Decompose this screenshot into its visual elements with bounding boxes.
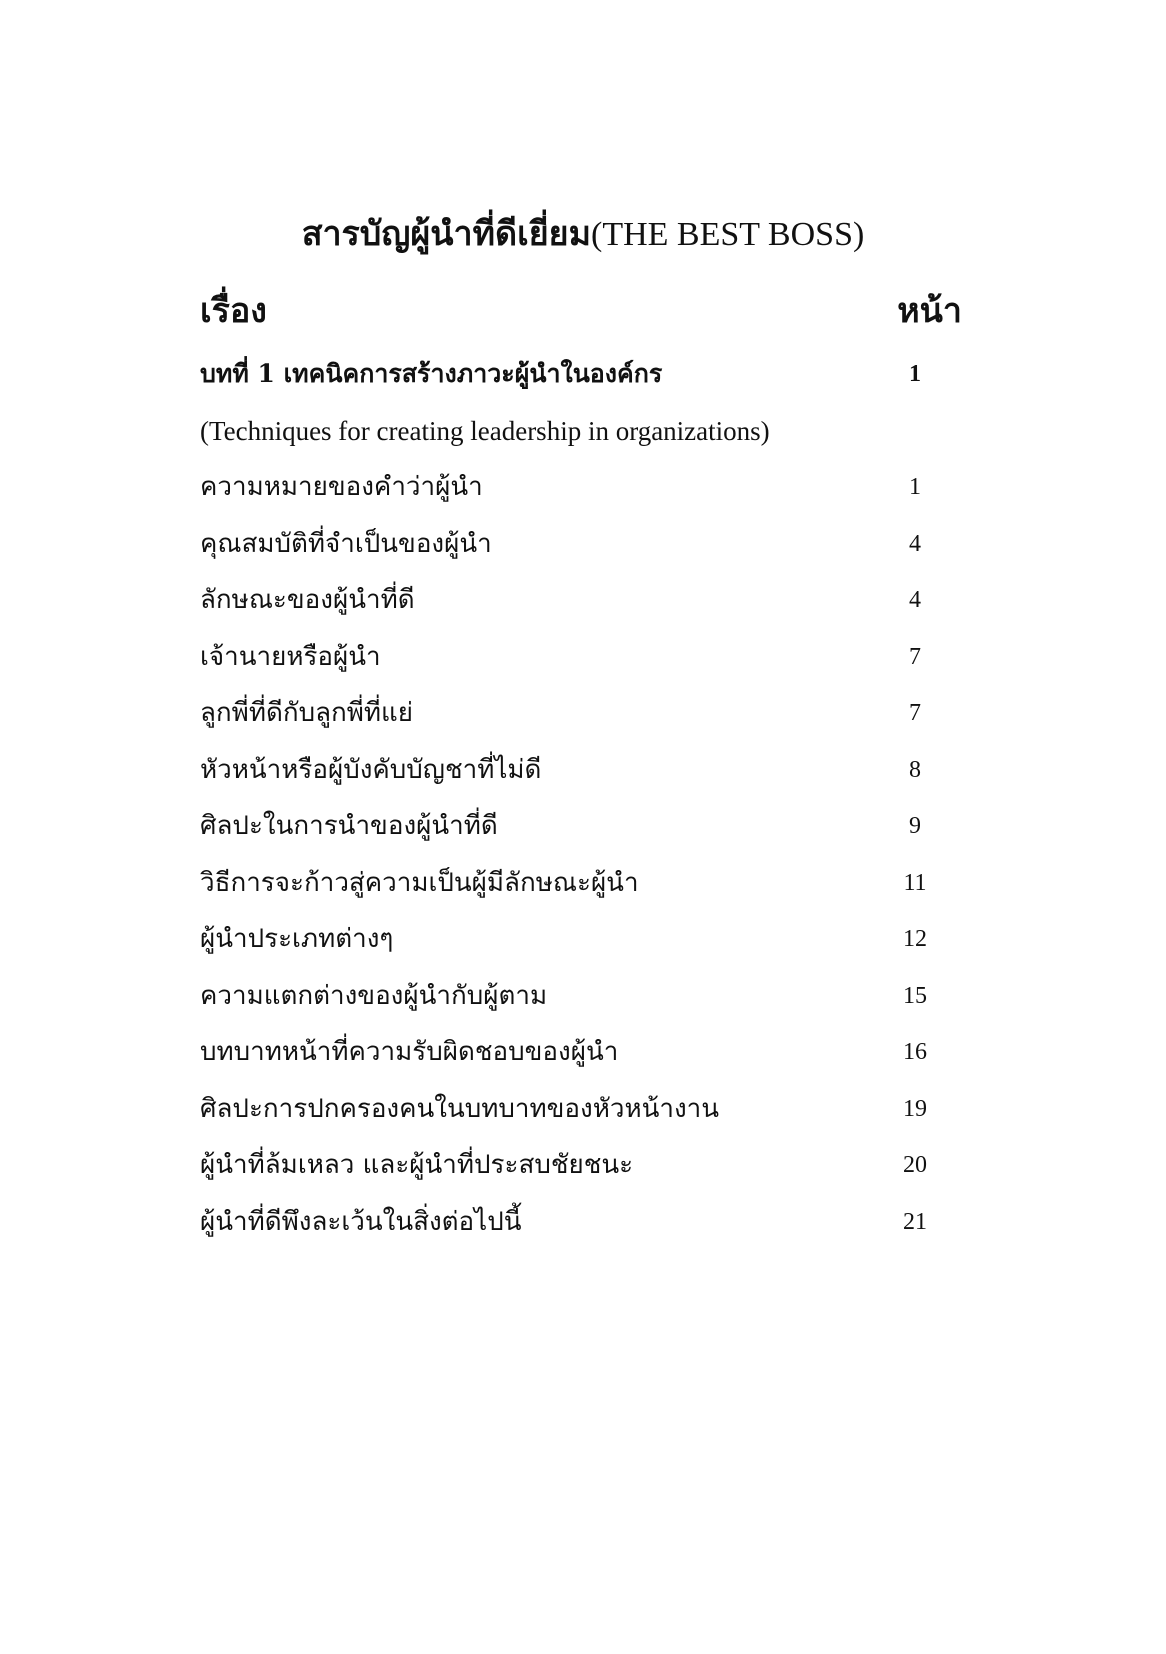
toc-entry: [200, 855, 962, 912]
toc-entry-page: 8: [909, 756, 921, 783]
toc-entry-page: 19: [903, 1095, 927, 1122]
toc-entry-label: คุณสมบัติที่จำเป็นของผู้นำ: [200, 528, 492, 559]
toc-entry-label: เจ้านายหรือผู้นำ: [200, 641, 381, 672]
toc-entry-label: บทบาทหน้าที่ความรับผิดชอบของผู้นำ: [200, 1037, 619, 1067]
toc-entry: [200, 911, 962, 968]
toc-entry-page: 11: [903, 869, 927, 896]
toc-entry-page: 1: [909, 474, 921, 500]
title-english: (THE BEST BOSS): [591, 216, 865, 253]
toc-entry-page: 21: [903, 1208, 927, 1235]
toc-chapter-row: [200, 346, 962, 403]
toc-entry-page: 9: [909, 813, 921, 839]
toc-entry-page: 16: [903, 1039, 927, 1065]
toc-entry: [200, 968, 962, 1025]
page-column-label: หน้า: [897, 291, 962, 331]
toc-entry-label: ลูกพี่ที่ดีกับลูกพี่ที่แย่: [200, 698, 414, 728]
toc-entry-page: 7: [909, 643, 921, 670]
toc-entry: [200, 798, 962, 855]
chapter-page-number: 1: [909, 361, 921, 387]
toc-entry-label: ความหมายของคำว่าผู้นำ: [200, 472, 483, 502]
toc-entry: [200, 459, 962, 516]
toc-entry-page: 15: [903, 982, 927, 1009]
toc-entry: [200, 742, 962, 799]
toc-entry-label: ศิลปะการปกครองคนในบทบาทของหัวหน้างาน: [200, 1093, 720, 1124]
page-title: [0, 212, 1166, 257]
toc-entry-label: ลักษณะของผู้นำที่ดี: [200, 585, 415, 615]
toc-chapter-subtitle-row: [200, 403, 962, 460]
toc-entry: [200, 516, 962, 573]
toc-entry-label: ผู้นำที่ล้มเหลว และผู้นำที่ประสบชัยชนะ: [200, 1150, 634, 1180]
toc-entry-label: หัวหน้าหรือผู้บังคับบัญชาที่ไม่ดี: [200, 754, 542, 785]
toc-entry: [200, 1081, 962, 1138]
toc-entry: [200, 1194, 962, 1251]
toc-entry: [200, 1024, 962, 1081]
toc-entry: [200, 1137, 962, 1194]
toc-entry: [200, 685, 962, 742]
topic-column-label: เรื่อง: [200, 291, 267, 331]
toc-entry-label: วิธีการจะก้าวสู่ความเป็นผู้มีลักษณะผู้นำ: [200, 867, 639, 898]
toc-entry-label: ผู้นำที่ดีพึงละเว้นในสิ่งต่อไปนี้: [200, 1206, 522, 1237]
table-of-contents: [200, 346, 962, 1250]
chapter-title: บทที่ 1 เทคนิคการสร้างภาวะผู้นำในองค์กร: [200, 359, 663, 388]
toc-header: [200, 286, 962, 336]
toc-entry-page: 12: [903, 926, 927, 952]
title-thai: สารบัญผู้นำที่ดีเยี่ยม: [301, 214, 591, 254]
toc-entry-label: ศิลปะในการนำของผู้นำที่ดี: [200, 811, 498, 841]
chapter-subtitle: (Techniques for creating leadership in organizations): [200, 415, 770, 446]
toc-entry-page: 7: [909, 700, 921, 726]
toc-entry-page: 20: [903, 1152, 927, 1178]
toc-entry: [200, 629, 962, 686]
toc-entry-page: 4: [909, 530, 921, 557]
toc-entry-label: ความแตกต่างของผู้นำกับผู้ตาม: [200, 980, 548, 1011]
toc-entry: [200, 572, 962, 629]
toc-entry-page: 4: [909, 587, 921, 613]
toc-entry-label: ผู้นำประเภทต่างๆ: [200, 924, 394, 954]
